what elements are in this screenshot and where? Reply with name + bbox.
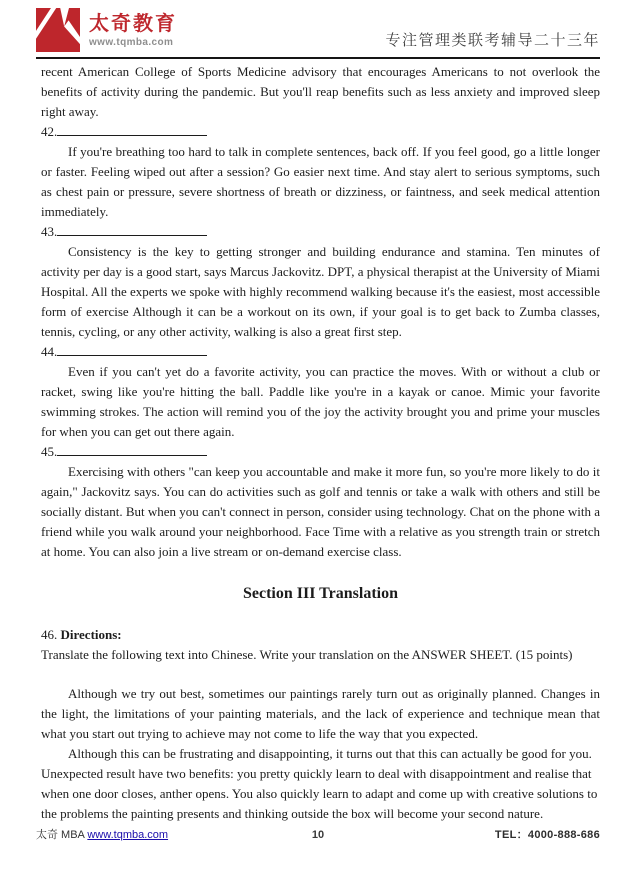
reading-paragraph: Exercising with others "can keep you accountable and make it more fun, so you're more likely to do it again," Jackovitz says. You can do activities such as golf and tennis or take a walk with others and still be socially distant. But when you can't connect in person, consider using technology. Chat on the phone with a friend while you walk around your neighborhood. Face Time with a relative as you strength train or stretch at home. You can also join a live stream or on-demand exercise class. (41, 464, 600, 559)
section-title: Section III Translation (243, 585, 398, 602)
question-number: 42. (41, 124, 58, 139)
directions-instructions: Translate the following text into Chinese. Write your translation on the ANSWER SHEET. (15 points) (41, 647, 573, 662)
question-number: 43. (41, 224, 58, 239)
header-slogan: 专注管理类联考辅导二十三年 (385, 33, 600, 49)
footer-brand (36, 826, 224, 842)
reading-paragraph: Consistency is the key to getting stronger and building endurance and stamina. Ten minutes of activity per day is a good start, says Marcus Jackovitz. DPT, a physical therapist at the University of Miami Hospital. All the experts we spoke with highly recommend walking because it's the easiest, most accessible form of exercise Although it can be a workout on its own, if your goal is to get back to Zumba classes, tennis, cycling, or any other activity, walking is also a great first step. (41, 244, 600, 339)
question-blank-44 (41, 342, 600, 362)
footer-brand-text: 太奇 MBA (36, 829, 85, 841)
reading-paragraph: Even if you can't yet do a favorite activity, you can practice the moves. With or without a club or racket, swing like you're hitting the ball. Paddle like you're in a kayak or canoe. Mimic your favorite swimming strokes. The action will remind you of the joy the activity brought you and prime your muscles for when you can get out there again. (41, 364, 600, 439)
question-blank-45 (41, 442, 600, 462)
intro-continuation-paragraph: recent American College of Sports Medicine advisory that encourages Americans to not overlook the benefits of activity during the pandemic. But you'll reap benefits such as less anxiety and improved sleep right away. (41, 64, 600, 119)
answer-blank-line (57, 443, 207, 456)
question-number: 44. (41, 344, 58, 359)
answer-blank-line (57, 123, 207, 136)
page-footer (36, 826, 600, 842)
brand-url: www.tqmba.com (89, 36, 174, 48)
footer-website-link[interactable]: www.tqmba.com (87, 829, 169, 841)
brand-block (36, 8, 177, 52)
brand-name: 太奇教育 (89, 12, 177, 35)
page-header (36, 8, 600, 59)
question-blank-43 (41, 222, 600, 242)
directions-label: Directions: (60, 627, 122, 642)
document-body (41, 62, 600, 824)
question-blank-42 (41, 122, 600, 142)
reading-paragraph: If you're breathing too hard to talk in complete sentences, back off. If you feel good, go a little longer or faster. Feeling wiped out after a session? Go easier next time. And stay alert to serious symptoms, such as chest pain or pressure, severe shortness of breath or dizziness, or faintness, and seek medical attention immediately. (41, 144, 600, 219)
directions-line (41, 625, 600, 645)
directions-question-number: 46. (41, 627, 58, 642)
brand-text (89, 13, 177, 48)
answer-blank-line (57, 223, 207, 236)
taiqi-logo-icon (36, 8, 80, 52)
page-number: 10 (311, 829, 325, 841)
footer-telephone: TEL：4000-888-686 (494, 829, 600, 841)
question-number: 45. (41, 444, 58, 459)
answer-blank-line (57, 343, 207, 356)
translation-passage-paragraph: Although this can be frustrating and disappointing, it turns out that this can actually be good for you. Unexpected result have two benefits: you pretty quickly learn to deal with disappointment and realise that when one door closes, anther opens. You also quickly learn to adapt and come up with creative solutions to the problems the painting presents and thinking outside the box will become your second nature. (41, 746, 598, 821)
translation-passage-paragraph: Although we try out best, sometimes our paintings rarely turn out as originally planned. Changes in the light, the limitations of your painting materials, and the lack of experience and technique mean that what you start out trying to achieve may not come to life the way that you expected. (41, 686, 600, 741)
